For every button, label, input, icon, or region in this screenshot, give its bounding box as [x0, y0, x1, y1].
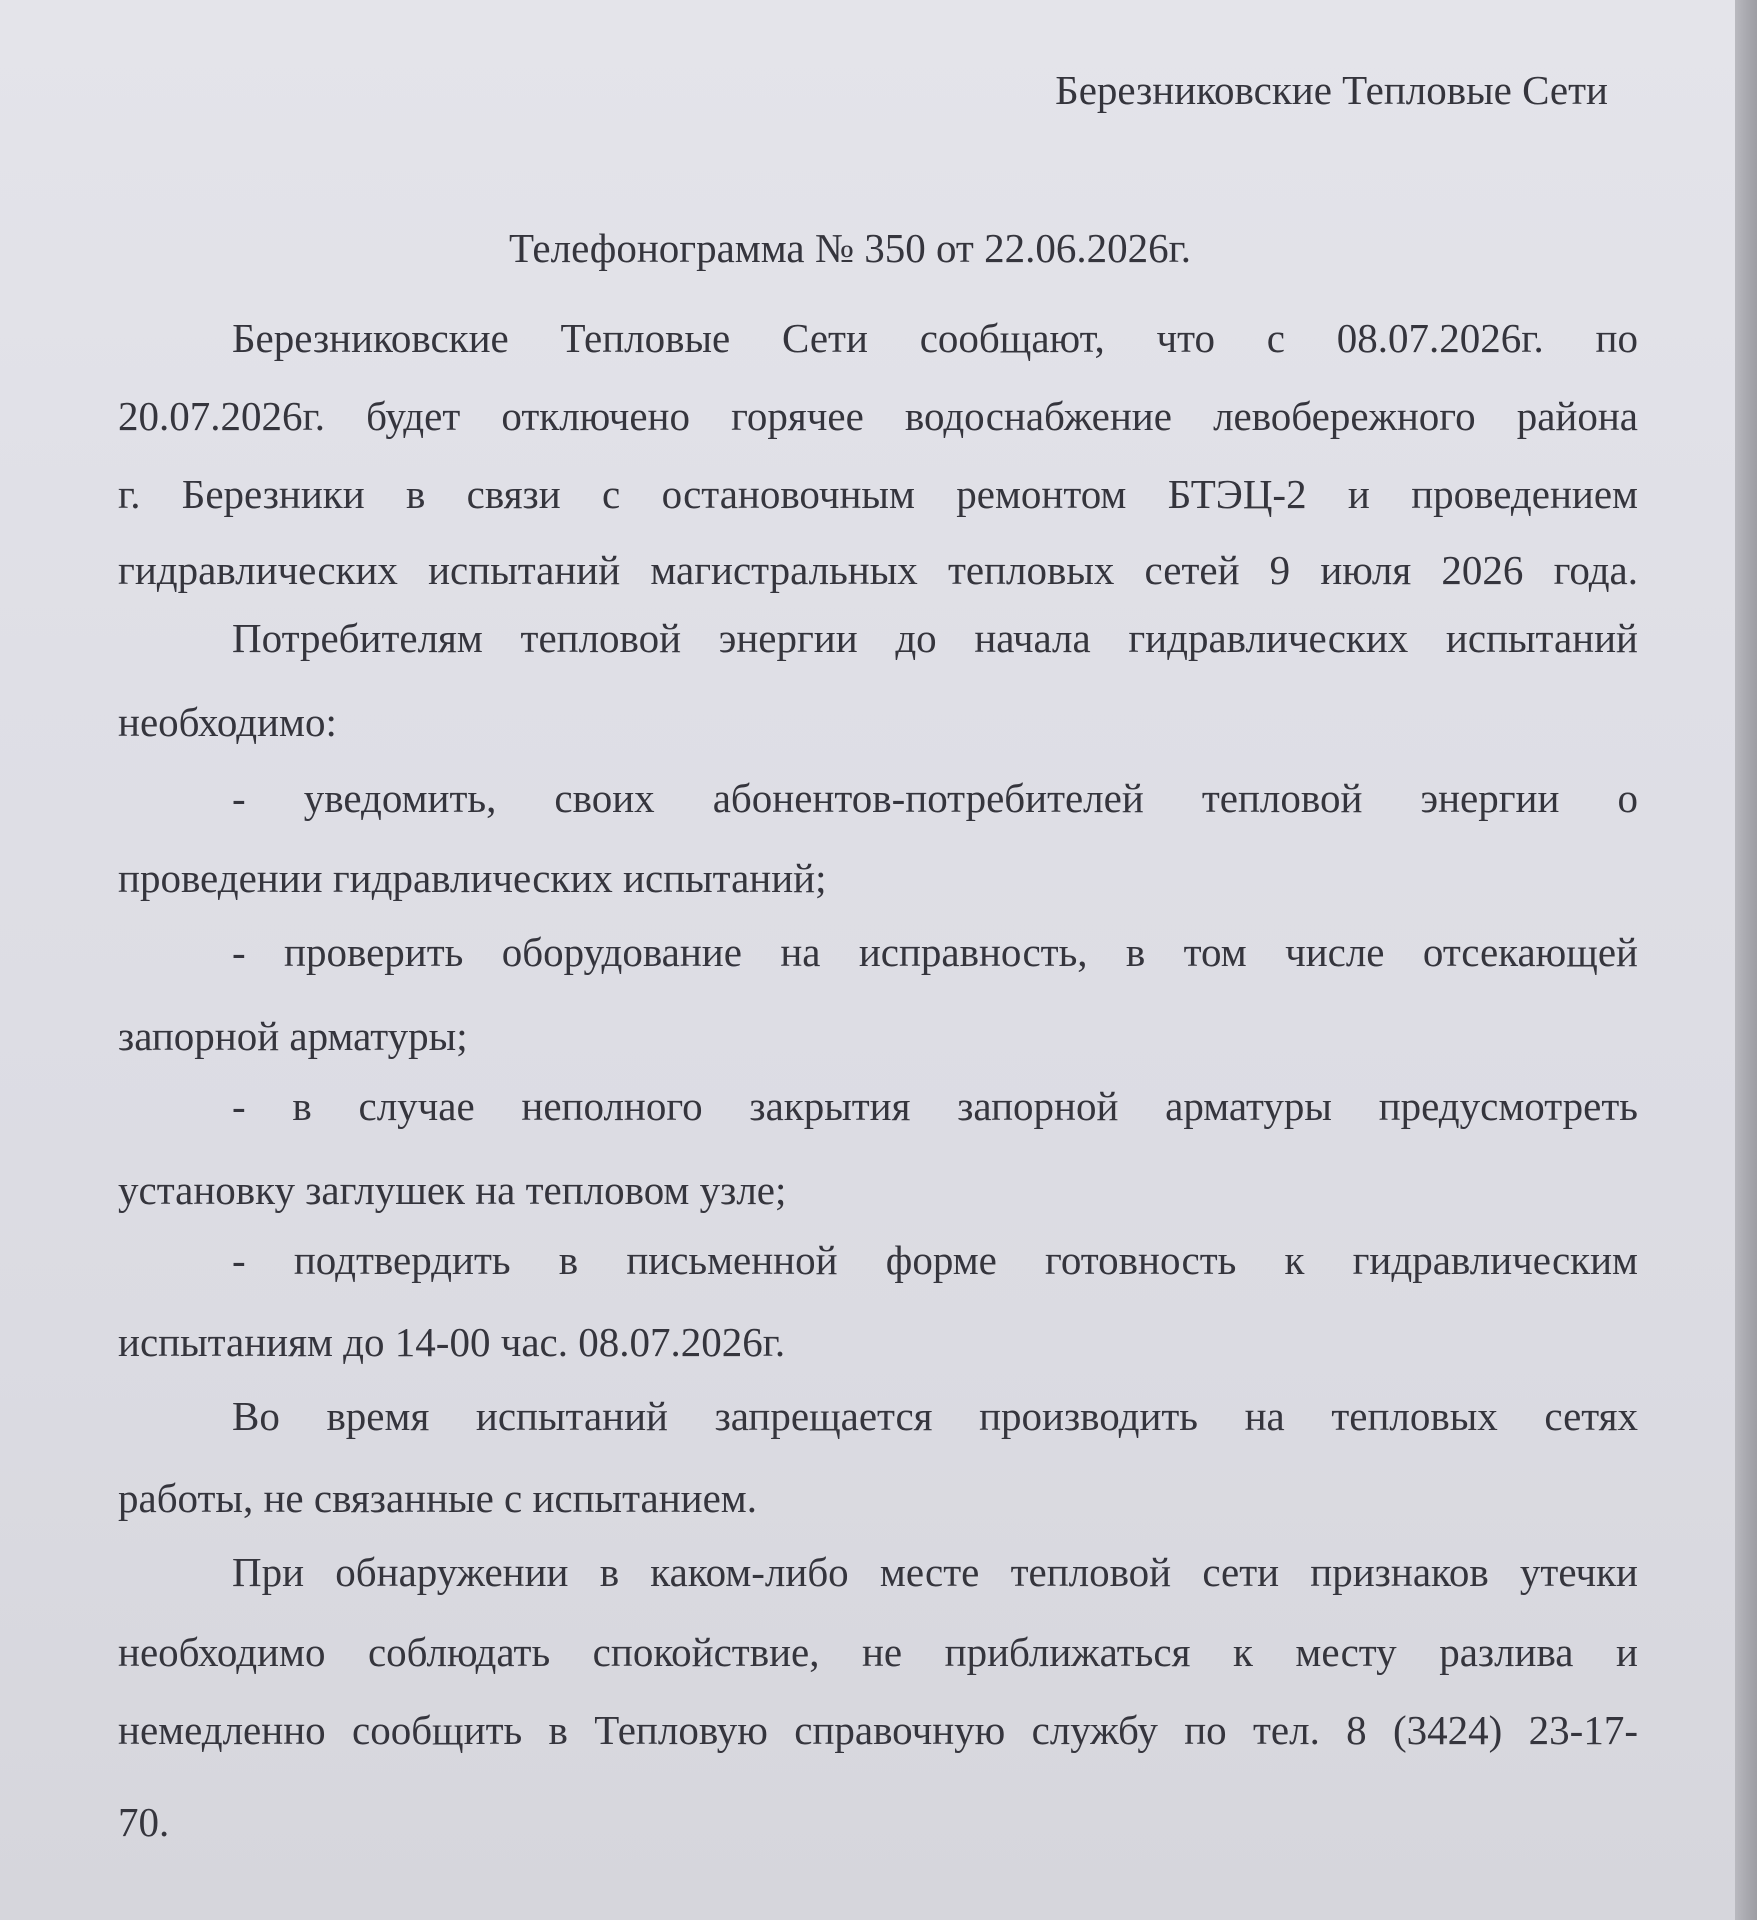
paragraph-line: Потребителям тепловой энергии до начала гидравлических испытаний: [232, 615, 1638, 661]
list-item-line: - проверить оборудование на исправность, в том числе отсекающей: [232, 929, 1638, 975]
paragraph-line: Березниковские Тепловые Сети сообщают, что с 08.07.2026г. по: [232, 315, 1638, 361]
organization-header: Березниковские Тепловые Сети: [1055, 67, 1608, 113]
paragraph-line: работы, не связанные с испытанием.: [118, 1475, 757, 1521]
paragraph-line: немедленно сообщить в Тепловую справочную службу по тел. 8 (3424) 23-17-: [118, 1707, 1638, 1753]
list-item-line: проведении гидравлических испытаний;: [118, 855, 827, 901]
list-item-line: - подтвердить в письменной форме готовность к гидравлическим: [232, 1237, 1638, 1283]
list-item-line: - в случае неполного закрытия запорной арматуры предусмотреть: [232, 1083, 1638, 1129]
paragraph-line: При обнаружении в каком-либо месте тепловой сети признаков утечки: [232, 1549, 1638, 1595]
paragraph-line: 70.: [118, 1799, 170, 1845]
paragraph-line: Во время испытаний запрещается производить на тепловых сетях: [232, 1393, 1638, 1439]
document-title: Телефонограмма № 350 от 22.06.2026г.: [508, 225, 1192, 271]
page-edge-shadow: [1735, 0, 1757, 1920]
paragraph-line: необходимо:: [118, 699, 337, 745]
list-item-line: установку заглушек на тепловом узле;: [118, 1167, 787, 1213]
paragraph-line: 20.07.2026г. будет отключено горячее водоснабжение левобережного района: [118, 393, 1638, 439]
list-item-line: запорной арматуры;: [118, 1013, 468, 1059]
list-item-line: - уведомить, своих абонентов-потребителей тепловой энергии о: [232, 775, 1638, 821]
paragraph-line: необходимо соблюдать спокойствие, не приближаться к месту разлива и: [118, 1629, 1638, 1675]
paragraph-line: г. Березники в связи с остановочным ремонтом БТЭЦ-2 и проведением: [118, 471, 1638, 517]
list-item-line: испытаниям до 14-00 час. 08.07.2026г.: [118, 1319, 786, 1365]
paragraph-line: гидравлических испытаний магистральных тепловых сетей 9 июля 2026 года.: [118, 547, 1638, 593]
